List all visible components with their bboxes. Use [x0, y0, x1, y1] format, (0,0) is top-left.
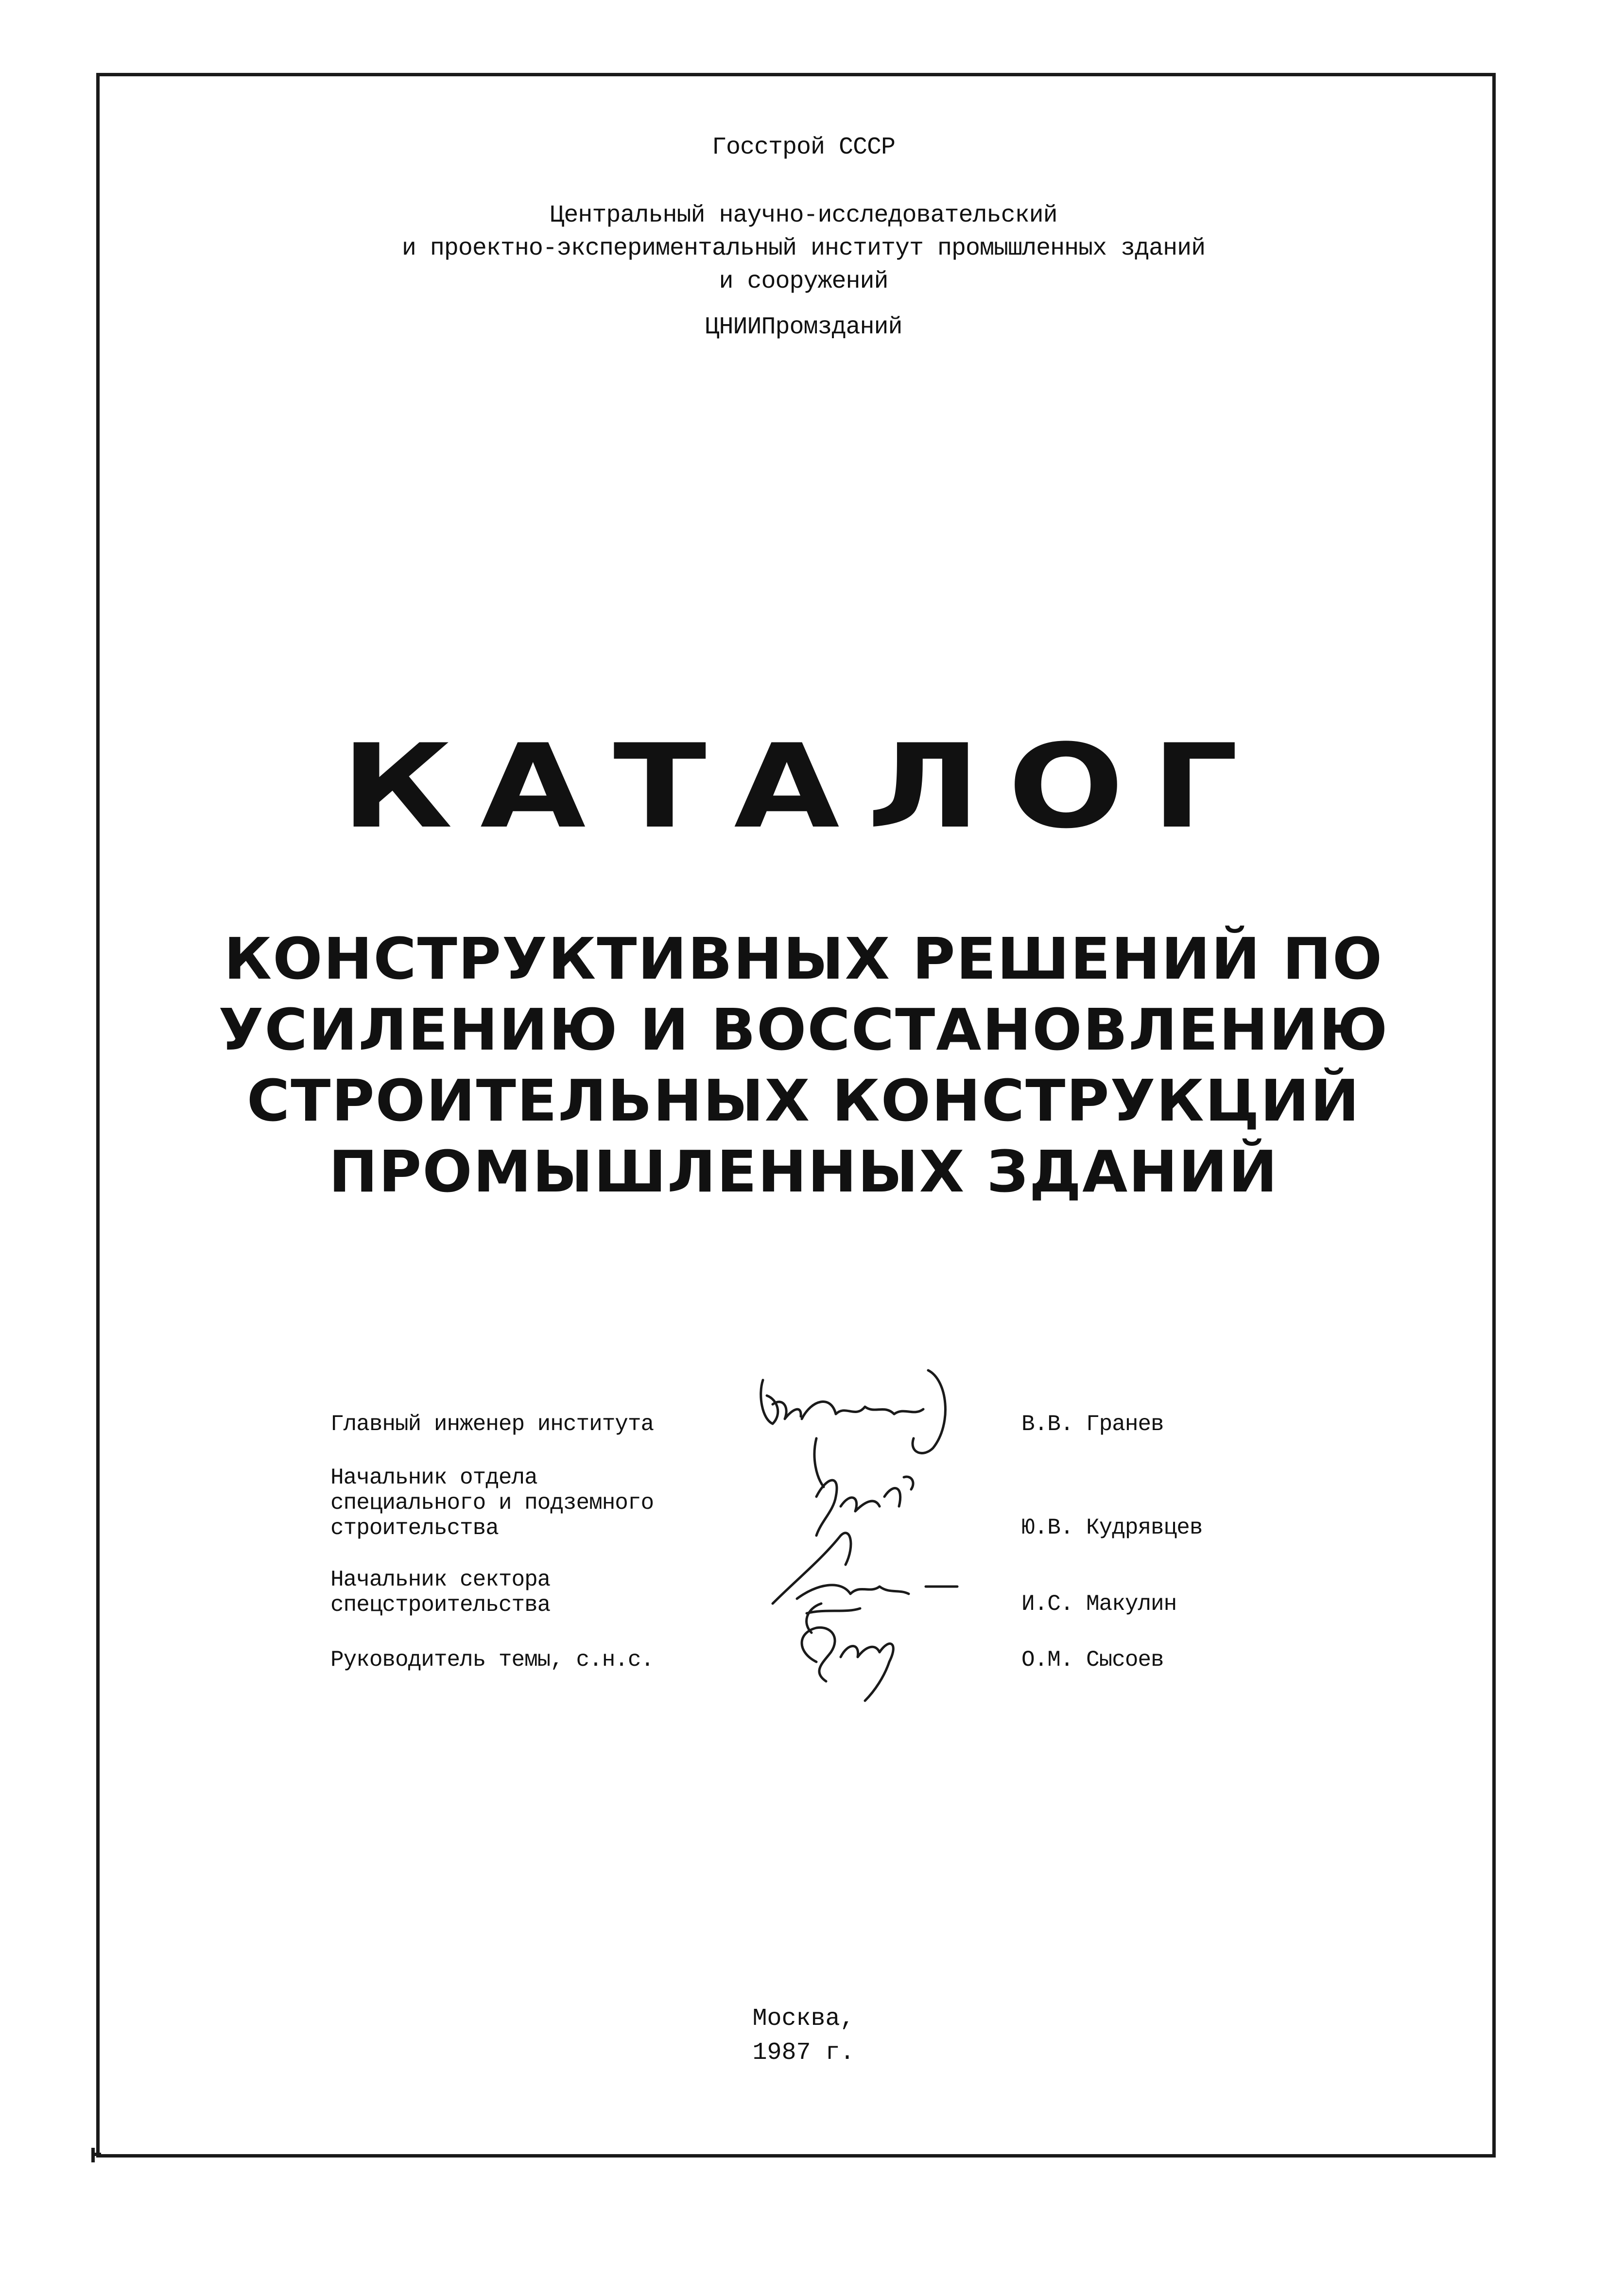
- signatures: [743, 1351, 1006, 1720]
- agency-name: Госстрой СССР: [711, 134, 896, 161]
- publication-city: Москва,: [752, 2005, 855, 2033]
- staff-name: И.С. Макулин: [1021, 1591, 1177, 1617]
- staff-role: Главный инженер института: [330, 1412, 654, 1437]
- publication-info: [0, 2002, 1607, 2070]
- institute-line: Центральный научно-исследовательский: [550, 202, 1057, 229]
- institute-line: и проектно-экспериментальный институт промышленных зданий: [401, 235, 1206, 262]
- signature-granev: [761, 1370, 946, 1487]
- signature-kudryavtsev: [773, 1477, 913, 1604]
- document-title: КАТАЛОГ: [341, 720, 1266, 854]
- signature-sysoev: [802, 1627, 893, 1701]
- signature-makulin: [797, 1585, 957, 1633]
- staff-name: В.В. Гранев: [1021, 1412, 1164, 1437]
- staff-role: Начальник сектора спецстроительства: [330, 1567, 551, 1618]
- institute-abbreviation: ЦНИИПромзданий: [705, 313, 902, 341]
- institute-line: и сооружений: [719, 268, 888, 295]
- publication-year: 1987 г.: [752, 2039, 855, 2067]
- subtitle-line: УСИЛЕНИЮ И ВОССТАНОВЛЕНИЮ: [218, 996, 1389, 1063]
- staff-name: О.М. Сысоев: [1021, 1647, 1164, 1673]
- staff-name: Ю.В. Кудрявцев: [1021, 1515, 1203, 1540]
- subtitle-line: КОНСТРУКТИВНЫХ РЕШЕНИЙ ПО: [224, 925, 1383, 992]
- subtitle-line: ПРОМЫШЛЕННЫХ ЗДАНИЙ: [328, 1138, 1279, 1205]
- staff-role: Начальник отдела специального и подземного строительства: [330, 1465, 654, 1541]
- staff-role: Руководитель темы, с.н.с.: [330, 1647, 654, 1673]
- subtitle-line: СТРОИТЕЛЬНЫХ КОНСТРУКЦИЙ: [246, 1067, 1361, 1134]
